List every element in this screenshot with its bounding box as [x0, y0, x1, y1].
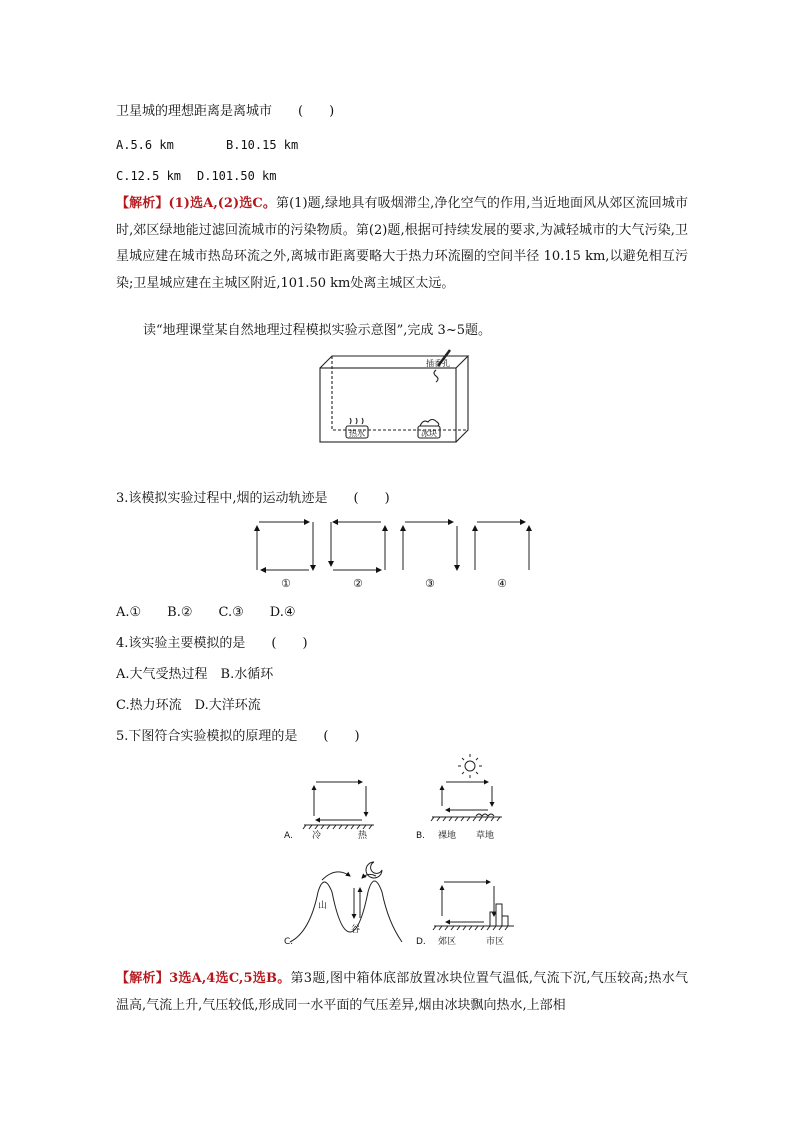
- q3-circulation-options: [255, 518, 545, 590]
- option-1-label: ①: [281, 577, 291, 590]
- option-4-label: ④: [497, 577, 507, 590]
- q3-stem: 3.该模拟实验过程中,烟的运动轨迹是 ( ): [116, 491, 390, 506]
- smoke-curl: [434, 370, 438, 382]
- option-2-label: ②: [353, 577, 363, 590]
- analysis-2-answer: 3选A,4选C,5选B。: [169, 971, 291, 986]
- q2-stem: 卫星城的理想距离是离城市 ( ): [116, 104, 335, 119]
- option-c-mountain-label: 山: [318, 901, 328, 911]
- option-c-diagram: [290, 862, 402, 942]
- q3-options: A.① B.② C.③ D.④: [116, 605, 296, 620]
- option-a-right-label: 热: [358, 831, 368, 841]
- experiment-box-figure: [310, 348, 490, 448]
- hot-water-label: 热水: [349, 429, 365, 438]
- option-d-right-label: 市区: [486, 937, 505, 947]
- option-a-diagram: [303, 782, 374, 829]
- q4-stem: 4.该实验主要模拟的是 ( ): [116, 636, 308, 651]
- building-icon: [490, 912, 496, 926]
- option-c-valley-label: 谷: [351, 925, 361, 935]
- grass-icon: [476, 814, 494, 816]
- option-d-left-label: 郊区: [438, 937, 457, 947]
- incense-hole-label: 插香孔: [426, 359, 450, 368]
- analysis-1-body: 第(1)题,绿地具有吸烟滞尘,净化空气的作用,当近地面风从郊区流回城市时,郊区绿地能过滤回流城市的污染物质。第(2)题,根据可持续发展的要求,为减轻城市的大气污染,卫星城应建在城市热岛环流之外,离城市距离要略大于热力环流圈的空间半径 10.15 km,以避免相互污染;卫星城应建在主城区附近,101.50 km处离主城区太远。: [116, 196, 688, 291]
- analysis-1-answer: (1)选A,(2)选C。: [168, 196, 276, 211]
- q5-options-figure: [280, 752, 530, 952]
- q5-stem: 5.下图符合实验模拟的原理的是 ( ): [116, 729, 360, 744]
- analysis-2-body: 第3题,图中箱体底部放置冰块位置气温低,气流下沉,气压较高;热水气温高,气流上升,气压较低,形成同一水平面的气压差异,烟由冰块飘向热水,上部相: [116, 971, 688, 1013]
- analysis-1: [116, 191, 688, 297]
- q2-option-b: B.10.15 km: [226, 138, 299, 152]
- option-a-left-label: 冷: [312, 831, 322, 841]
- analysis-2: [116, 966, 688, 1019]
- q4-options-cd: C.热力环流 D.大洋环流: [116, 698, 261, 713]
- q4-options-ab: A.大气受热过程 B.水循环: [116, 667, 274, 682]
- option-d-diagram: [433, 882, 514, 930]
- option-d-letter: D.: [416, 937, 426, 947]
- option-b-diagram: [431, 754, 502, 821]
- analysis-1-tag: 【解析】: [116, 196, 169, 211]
- sun-icon: [465, 761, 475, 771]
- intro-text: 读“地理课堂某自然地理过程模拟实验示意图”,完成 3~5题。: [143, 323, 491, 338]
- option-b-right-label: 草地: [476, 831, 495, 841]
- option-a-letter: A.: [284, 831, 293, 841]
- q2-option-a: A.5.6 km: [116, 138, 174, 152]
- option-b-left-label: 裸地: [438, 831, 457, 841]
- option-3-label: ③: [425, 577, 435, 590]
- ice-chunks: [420, 420, 439, 427]
- q2-option-d: D.101.50 km: [197, 169, 277, 183]
- option-c-letter: C.: [284, 937, 294, 947]
- q2-option-c: C.12.5 km: [116, 169, 182, 183]
- analysis-2-tag: 【解析】: [116, 971, 170, 986]
- steam-lines: [350, 418, 363, 424]
- option-b-letter: B.: [416, 831, 426, 841]
- ice-label: 冰块: [421, 429, 437, 438]
- box-side-face: [456, 356, 468, 442]
